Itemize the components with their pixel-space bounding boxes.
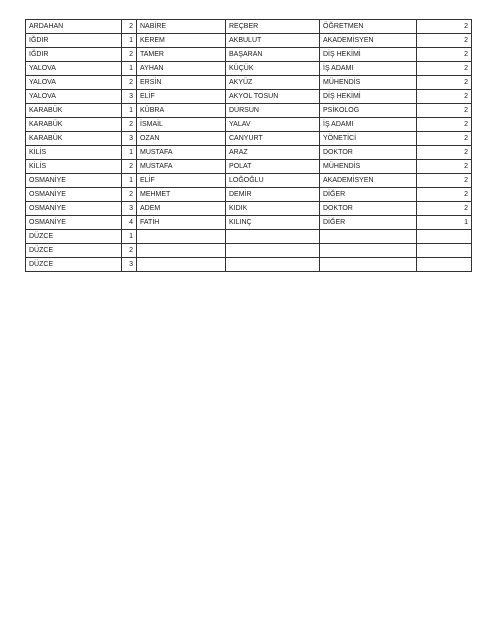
surname-cell: [226, 230, 320, 244]
city-cell: KARABÜK: [26, 118, 122, 132]
row-number-cell: 2: [122, 48, 137, 62]
row-number-cell: 1: [122, 34, 137, 48]
profession-cell: DİŞ HEKİMİ: [320, 90, 417, 104]
profession-cell: [320, 258, 417, 272]
row-number-cell: 3: [122, 202, 137, 216]
row-number-cell: 2: [122, 76, 137, 90]
count-cell: 2: [417, 104, 472, 118]
count-cell: 2: [417, 20, 472, 34]
first-name-cell: MUSTAFA: [137, 146, 226, 160]
count-cell: 2: [417, 118, 472, 132]
count-cell: [417, 244, 472, 258]
surname-cell: LOĞOĞLU: [226, 174, 320, 188]
candidate-table: [25, 19, 472, 272]
city-cell: KİLİS: [26, 160, 122, 174]
city-cell: IĞDIR: [26, 48, 122, 62]
first-name-cell: FATİH: [137, 216, 226, 230]
surname-cell: [226, 244, 320, 258]
table-row: [26, 76, 472, 90]
first-name-cell: ELİF: [137, 174, 226, 188]
row-number-cell: 2: [122, 118, 137, 132]
table-row: [26, 230, 472, 244]
count-cell: 2: [417, 76, 472, 90]
city-cell: KARABÜK: [26, 132, 122, 146]
profession-cell: AKADEMİSYEN: [320, 34, 417, 48]
surname-cell: POLAT: [226, 160, 320, 174]
first-name-cell: MEHMET: [137, 188, 226, 202]
city-cell: KARABÜK: [26, 104, 122, 118]
table-row: [26, 174, 472, 188]
table-row: [26, 146, 472, 160]
first-name-cell: KEREM: [137, 34, 226, 48]
row-number-cell: 1: [122, 62, 137, 76]
surname-cell: AKYOL TOSUN: [226, 90, 320, 104]
profession-cell: ÖĞRETMEN: [320, 20, 417, 34]
count-cell: [417, 258, 472, 272]
profession-cell: MÜHENDİS: [320, 160, 417, 174]
city-cell: DÜZCE: [26, 244, 122, 258]
city-cell: OSMANİYE: [26, 174, 122, 188]
count-cell: 2: [417, 62, 472, 76]
table-row: [26, 90, 472, 104]
city-cell: OSMANİYE: [26, 188, 122, 202]
surname-cell: ARAZ: [226, 146, 320, 160]
row-number-cell: 2: [122, 20, 137, 34]
profession-cell: İŞ ADAMI: [320, 118, 417, 132]
surname-cell: BAŞARAN: [226, 48, 320, 62]
surname-cell: CANYURT: [226, 132, 320, 146]
profession-cell: DOKTOR: [320, 202, 417, 216]
table-body: [26, 20, 472, 272]
count-cell: 2: [417, 188, 472, 202]
count-cell: 2: [417, 34, 472, 48]
profession-cell: [320, 244, 417, 258]
profession-cell: AKADEMİSYEN: [320, 174, 417, 188]
first-name-cell: AYHAN: [137, 62, 226, 76]
city-cell: IĞDIR: [26, 34, 122, 48]
city-cell: YALOVA: [26, 90, 122, 104]
city-cell: OSMANİYE: [26, 216, 122, 230]
table-row: [26, 62, 472, 76]
surname-cell: YALAV: [226, 118, 320, 132]
row-number-cell: 1: [122, 104, 137, 118]
profession-cell: DOKTOR: [320, 146, 417, 160]
table-row: [26, 188, 472, 202]
surname-cell: KIDIK: [226, 202, 320, 216]
table-row: [26, 160, 472, 174]
count-cell: 2: [417, 146, 472, 160]
row-number-cell: 1: [122, 146, 137, 160]
profession-cell: YÖNETİCİ: [320, 132, 417, 146]
row-number-cell: 4: [122, 216, 137, 230]
surname-cell: KILINÇ: [226, 216, 320, 230]
city-cell: KİLİS: [26, 146, 122, 160]
first-name-cell: MUSTAFA: [137, 160, 226, 174]
surname-cell: REÇBER: [226, 20, 320, 34]
count-cell: 2: [417, 160, 472, 174]
count-cell: 2: [417, 48, 472, 62]
row-number-cell: 2: [122, 244, 137, 258]
row-number-cell: 3: [122, 132, 137, 146]
surname-cell: DEMİR: [226, 188, 320, 202]
count-cell: 2: [417, 202, 472, 216]
city-cell: ARDAHAN: [26, 20, 122, 34]
row-number-cell: 2: [122, 160, 137, 174]
first-name-cell: [137, 258, 226, 272]
surname-cell: AKYÜZ: [226, 76, 320, 90]
surname-cell: DURSUN: [226, 104, 320, 118]
profession-cell: İŞ ADAMI: [320, 62, 417, 76]
first-name-cell: ADEM: [137, 202, 226, 216]
table-row: [26, 34, 472, 48]
first-name-cell: NABİRE: [137, 20, 226, 34]
row-number-cell: 3: [122, 90, 137, 104]
profession-cell: DİĞER: [320, 216, 417, 230]
city-cell: YALOVA: [26, 62, 122, 76]
profession-cell: DİĞER: [320, 188, 417, 202]
row-number-cell: 2: [122, 188, 137, 202]
surname-cell: KÜÇÜK: [226, 62, 320, 76]
count-cell: 2: [417, 132, 472, 146]
table-row: [26, 48, 472, 62]
profession-cell: PSİKOLOG: [320, 104, 417, 118]
table-row: [26, 104, 472, 118]
first-name-cell: KÜBRA: [137, 104, 226, 118]
surname-cell: [226, 258, 320, 272]
first-name-cell: ELİF: [137, 90, 226, 104]
table-row: [26, 202, 472, 216]
table-row: [26, 244, 472, 258]
first-name-cell: ERSİN: [137, 76, 226, 90]
count-cell: 2: [417, 90, 472, 104]
city-cell: DÜZCE: [26, 258, 122, 272]
city-cell: OSMANİYE: [26, 202, 122, 216]
surname-cell: AKBULUT: [226, 34, 320, 48]
count-cell: 2: [417, 174, 472, 188]
table-row: [26, 216, 472, 230]
count-cell: 1: [417, 216, 472, 230]
first-name-cell: TAMER: [137, 48, 226, 62]
table-row: [26, 118, 472, 132]
table-row: [26, 258, 472, 272]
first-name-cell: OZAN: [137, 132, 226, 146]
table-row: [26, 132, 472, 146]
city-cell: DÜZCE: [26, 230, 122, 244]
count-cell: [417, 230, 472, 244]
row-number-cell: 1: [122, 174, 137, 188]
row-number-cell: 3: [122, 258, 137, 272]
row-number-cell: 1: [122, 230, 137, 244]
first-name-cell: [137, 244, 226, 258]
profession-cell: [320, 230, 417, 244]
first-name-cell: İSMAİL: [137, 118, 226, 132]
table-row: [26, 20, 472, 34]
first-name-cell: [137, 230, 226, 244]
profession-cell: MÜHENDİS: [320, 76, 417, 90]
profession-cell: DİŞ HEKİMİ: [320, 48, 417, 62]
city-cell: YALOVA: [26, 76, 122, 90]
